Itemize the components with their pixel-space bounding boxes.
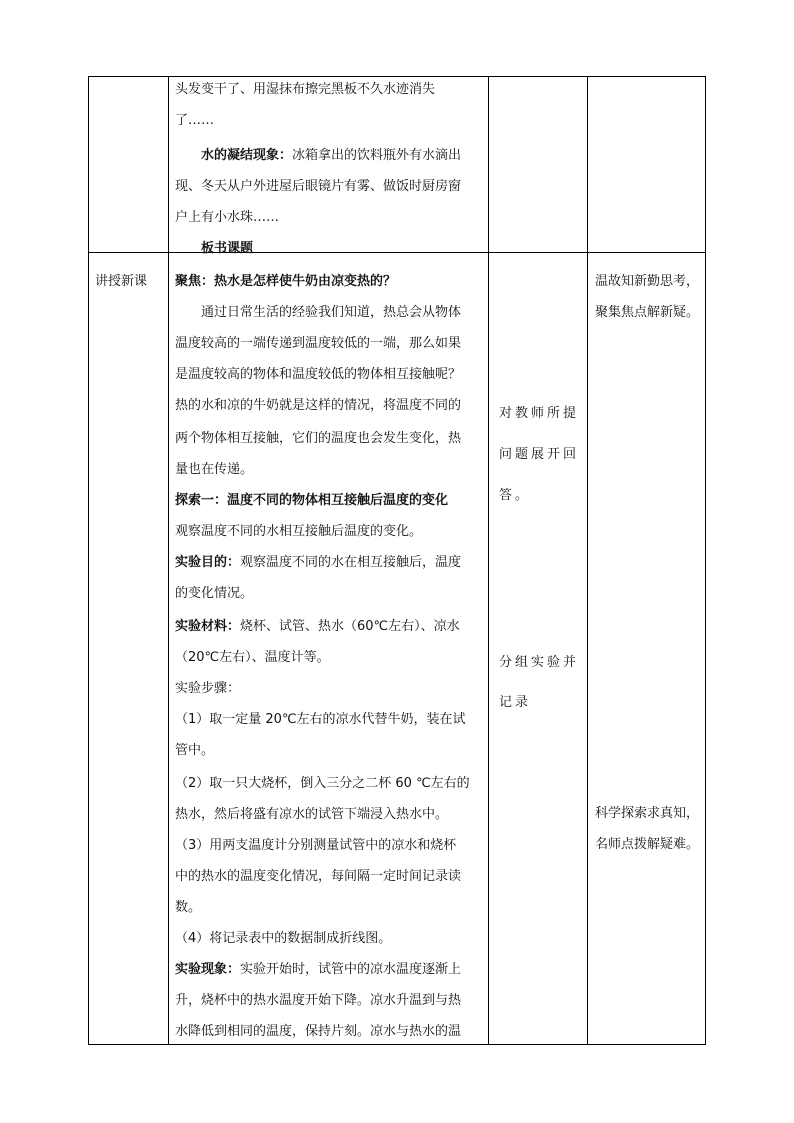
step-line: （3）用两支温度计分别测量试管中的凉水和烧杯: [175, 838, 457, 853]
purpose-line: 实验目的：观察温度不同的水在相互接触后，温度: [175, 555, 462, 570]
content-line: 通过日常生活的经验我们知道，热总会从物体: [201, 305, 462, 320]
student-activity-line: 对教师所提: [499, 406, 580, 421]
content-line: 水的凝结现象：冰箱拿出的饮料瓶外有水滴出: [201, 148, 462, 163]
step-line: 中的热水的温度变化情况，每间隔一定时间记录读: [175, 869, 462, 884]
content-line: 量也在传递。: [175, 462, 254, 477]
lesson-plan-table: [88, 76, 706, 1045]
content-line: 升，烧杯中的热水温度开始下降。凉水升温到与热: [175, 993, 462, 1008]
focus-question: 聚焦：热水是怎样使牛奶由凉变热的？: [175, 274, 397, 289]
design-intent-line: 科学探索求真知，: [595, 806, 700, 821]
step-line: （4）将记录表中的数据制成折线图。: [175, 931, 392, 946]
student-activity-line: 答。: [499, 488, 532, 503]
content-line: 是温度较高的物体和温度较低的物体相互接触呢？: [175, 367, 462, 382]
content-line: （20℃左右）、温度计等。: [175, 650, 330, 665]
design-intent-line: 聚集焦点解新疑。: [595, 305, 700, 320]
step-line: （2）取一只大烧杯，倒入三分之二杯 60 ℃左右的: [175, 776, 470, 791]
phenomenon-line: 实验现象：实验开始时，试管中的凉水温度逐渐上: [175, 962, 462, 977]
content-line: 现、冬天从户外进屋后眼镜片有雾、做饭时厨房窗: [175, 179, 462, 194]
content-line: 热的水和凉的牛奶就是这样的情况，将温度不同的: [175, 398, 462, 413]
content-line: 温度较高的一端传递到温度较低的一端，那么如果: [175, 336, 462, 351]
content-line: 的变化情况。: [175, 586, 254, 601]
content-line: 了……: [175, 113, 215, 128]
student-activity-line: 记录: [499, 695, 532, 710]
content-line: 水降低到相同的温度，保持片刻。凉水与热水的温: [175, 1024, 462, 1039]
column-divider-2: [488, 77, 489, 1044]
content-line: 两个物体相互接触，它们的温度也会发生变化，热: [175, 431, 462, 446]
section-label: 讲授新课: [95, 274, 148, 289]
materials-line: 实验材料：烧杯、试管、热水（60℃左右）、凉水: [175, 619, 460, 634]
row-divider: [89, 252, 705, 253]
student-activity-line: 问题展开回: [499, 447, 580, 462]
student-activity-line: 分组实验并: [499, 655, 580, 670]
steps-heading: 实验步骤：: [175, 681, 241, 696]
design-intent-line: 名师点拨解疑难。: [595, 837, 700, 852]
column-divider-1: [168, 77, 169, 1044]
design-intent-line: 温故知新勤思考，: [595, 274, 700, 289]
column-divider-3: [587, 77, 588, 1044]
step-line: 热水，然后将盛有凉水的试管下端浸入热水中。: [175, 807, 449, 822]
step-line: 数。: [175, 900, 202, 915]
explore-heading: 探索一：温度不同的物体相互接触后温度的变化: [175, 493, 449, 508]
board-title-line: 板书课题: [201, 241, 254, 256]
content-line: 头发变干了、用湿抹布擦完黑板不久水迹消失: [175, 82, 436, 97]
step-line: （1）取一定量 20℃左右的凉水代替牛奶，装在试: [175, 712, 466, 727]
content-line: 户上有小水珠……: [175, 210, 280, 225]
content-line: 观察温度不同的水相互接触后温度的变化。: [175, 524, 423, 539]
step-line: 管中。: [175, 743, 215, 758]
